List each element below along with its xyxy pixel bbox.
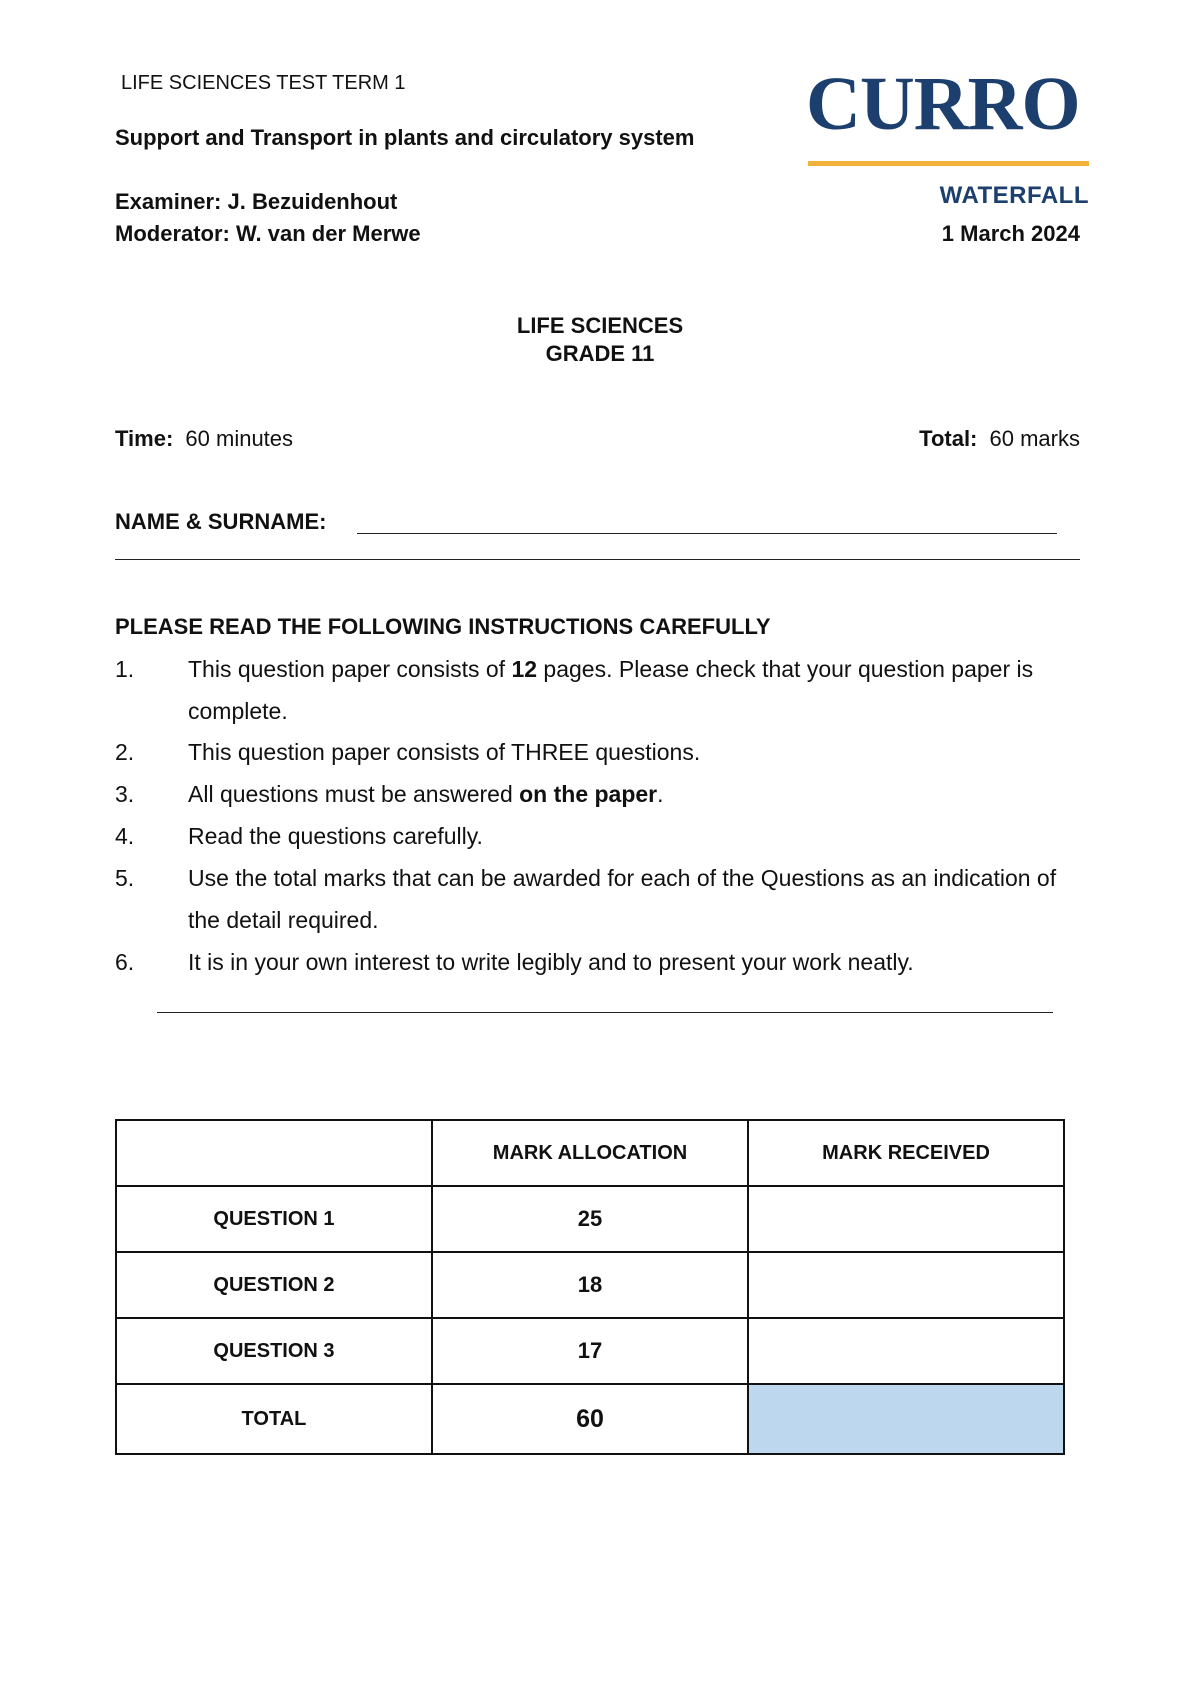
question-label: QUESTION 2 bbox=[116, 1252, 432, 1318]
subject-title: LIFE SCIENCES bbox=[516, 313, 684, 338]
instruction-text bbox=[188, 773, 1088, 815]
moderator-line: Moderator: W. van der Merwe bbox=[115, 221, 421, 246]
test-title: LIFE SCIENCES TEST TERM 1 bbox=[121, 72, 406, 94]
logo-subtitle: WATERFALL bbox=[939, 182, 1089, 209]
instruction-text: It is in your own interest to write legibly and to present your work neatly. bbox=[188, 949, 914, 975]
total-value: 60 marks bbox=[989, 426, 1080, 451]
time-info bbox=[115, 426, 293, 452]
instruction-number: 6. bbox=[115, 949, 135, 975]
mark-received-cell[interactable] bbox=[748, 1252, 1064, 1318]
instruction-item bbox=[115, 815, 1085, 857]
time-value: 60 minutes bbox=[185, 426, 294, 451]
curro-logo: CURRO bbox=[806, 62, 1080, 146]
question-label: QUESTION 3 bbox=[116, 1318, 432, 1384]
instruction-text-part: All questions must be answered bbox=[188, 781, 520, 807]
examiner-line: Examiner: J. Bezuidenhout bbox=[115, 189, 398, 214]
mark-allocation: 18 bbox=[432, 1252, 748, 1318]
table-header-cell bbox=[116, 1120, 432, 1186]
mark-allocation: 17 bbox=[432, 1318, 748, 1384]
time-label: Time: bbox=[115, 426, 174, 451]
table-row bbox=[116, 1318, 1064, 1384]
instruction-text-part: . bbox=[657, 781, 664, 807]
instruction-bold-part: 12 bbox=[511, 656, 538, 682]
table-header-cell: MARK ALLOCATION bbox=[432, 1120, 748, 1186]
instruction-number: 5. bbox=[115, 865, 135, 891]
name-answer-line-2[interactable] bbox=[115, 559, 1080, 560]
instruction-number: 2. bbox=[115, 739, 135, 765]
instruction-text bbox=[188, 648, 1088, 732]
instruction-bold-part: on the paper bbox=[519, 781, 658, 807]
grade-title: GRADE 11 bbox=[545, 341, 655, 366]
total-info bbox=[780, 426, 1080, 452]
mark-allocation: 25 bbox=[432, 1186, 748, 1252]
total-allocation: 60 bbox=[432, 1384, 748, 1454]
instruction-item bbox=[115, 648, 1085, 732]
instruction-number: 1. bbox=[115, 656, 135, 682]
mark-allocation-table bbox=[115, 1119, 1065, 1455]
table-header-cell: MARK RECEIVED bbox=[748, 1120, 1064, 1186]
instruction-text: Read the questions carefully. bbox=[188, 823, 483, 849]
name-surname-label: NAME & SURNAME: bbox=[115, 509, 327, 534]
instruction-number: 4. bbox=[115, 823, 135, 849]
section-divider bbox=[157, 1012, 1053, 1013]
total-label: Total: bbox=[919, 426, 978, 451]
total-label: TOTAL bbox=[116, 1384, 432, 1454]
instruction-item bbox=[115, 773, 1085, 815]
instruction-item bbox=[115, 731, 1085, 773]
instruction-item bbox=[115, 941, 1085, 983]
total-received-cell[interactable] bbox=[748, 1384, 1064, 1454]
instruction-item bbox=[115, 857, 1085, 941]
table-total-row bbox=[116, 1384, 1064, 1454]
test-date: 1 March 2024 bbox=[941, 221, 1080, 246]
instruction-text: This question paper consists of THREE questions. bbox=[188, 739, 701, 765]
instructions-heading: PLEASE READ THE FOLLOWING INSTRUCTIONS CAREFULLY bbox=[115, 614, 771, 639]
table-row bbox=[116, 1252, 1064, 1318]
logo-accent-bar bbox=[808, 161, 1089, 166]
question-label: QUESTION 1 bbox=[116, 1186, 432, 1252]
table-row bbox=[116, 1186, 1064, 1252]
instruction-text-part: pages. Please check that your question paper is complete. bbox=[188, 656, 1034, 724]
mark-received-cell[interactable] bbox=[748, 1318, 1064, 1384]
mark-received-cell[interactable] bbox=[748, 1186, 1064, 1252]
table-header-row bbox=[116, 1120, 1064, 1186]
name-answer-line[interactable] bbox=[357, 533, 1057, 534]
instruction-number: 3. bbox=[115, 781, 135, 807]
instruction-text: Use the total marks that can be awarded for each of the Questions as an indication of the detail required. bbox=[188, 865, 1057, 933]
instruction-text-part: This question paper consists of bbox=[188, 656, 512, 682]
test-topic: Support and Transport in plants and circulatory system bbox=[115, 125, 695, 150]
